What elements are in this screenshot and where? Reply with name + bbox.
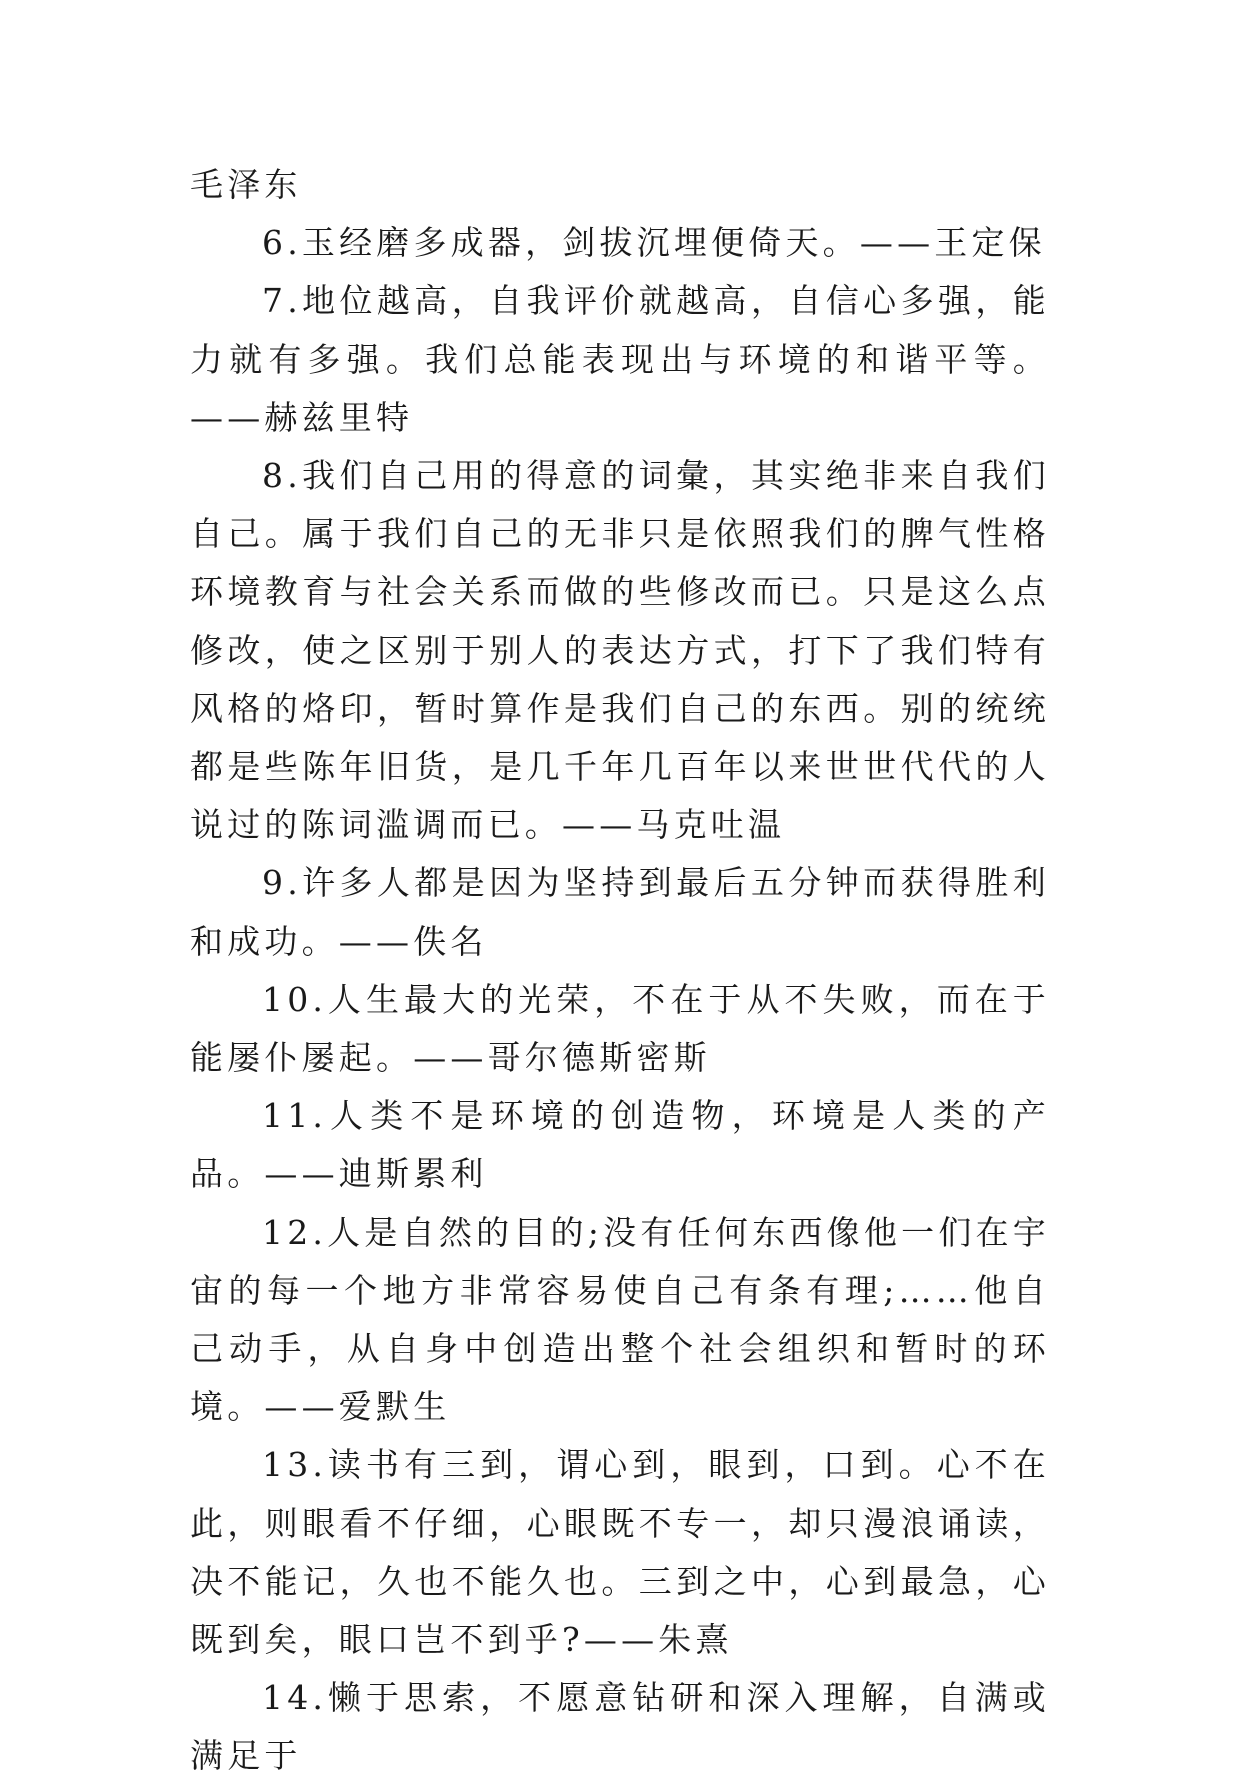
quote-12: 12.人是自然的目的;没有任何东西像他一们在宇宙的每一个地方非常容易使自己有条有理;……他自己动手，从自身中创造出整个社会组织和暂时的环境。——爱默生 xyxy=(190,1212,1050,1427)
quote-6: 6.玉经磨多成器，剑拔沉埋便倚天。——王定保 xyxy=(262,223,1046,263)
quote-11: 11.人类不是环境的创造物，环境是人类的产品。——迪斯累利 xyxy=(190,1096,1050,1194)
quote-8: 8.我们自己用的得意的词彙，其实绝非来自我们自己。属于我们自己的无非只是依照我们的脾气性格环境教育与社会关系而做的些修改而已。只是这么点修改，使之区别于别人的表达方式，打下了我们特有风格的烙印，暂时算作是我们自己的东西。别的统统都是些陈年旧货，是几千年几百年以来世世代代的人说过的陈词滥调而已。——马克吐温 xyxy=(190,456,1050,845)
quote-10: 10.人生最大的光荣，不在于从不失败，而在于能屡仆屡起。——哥尔德斯密斯 xyxy=(190,979,1050,1078)
quote-13: 13.读书有三到，谓心到，眼到，口到。心不在此，则眼看不仔细，心眼既不专一，却只漫浪诵读，决不能记，久也不能久也。三到之中，心到最急，心既到矣，眼口岂不到乎?——朱熹 xyxy=(190,1445,1050,1660)
quote-14: 14.懒于思索，不愿意钻研和深入理解，自满或满足于 xyxy=(190,1678,1050,1776)
document-page xyxy=(190,156,1050,1786)
quote-7: 7.地位越高，自我评价就越高，自信心多强，能力就有多强。我们总能表现出与环境的和谐平等。——赫兹里特 xyxy=(190,281,1050,437)
paragraph-attribution-mao: 毛泽东 xyxy=(190,165,302,204)
quote-9: 9.许多人都是因为坚持到最后五分钟而获得胜利和成功。——佚名 xyxy=(190,863,1050,961)
